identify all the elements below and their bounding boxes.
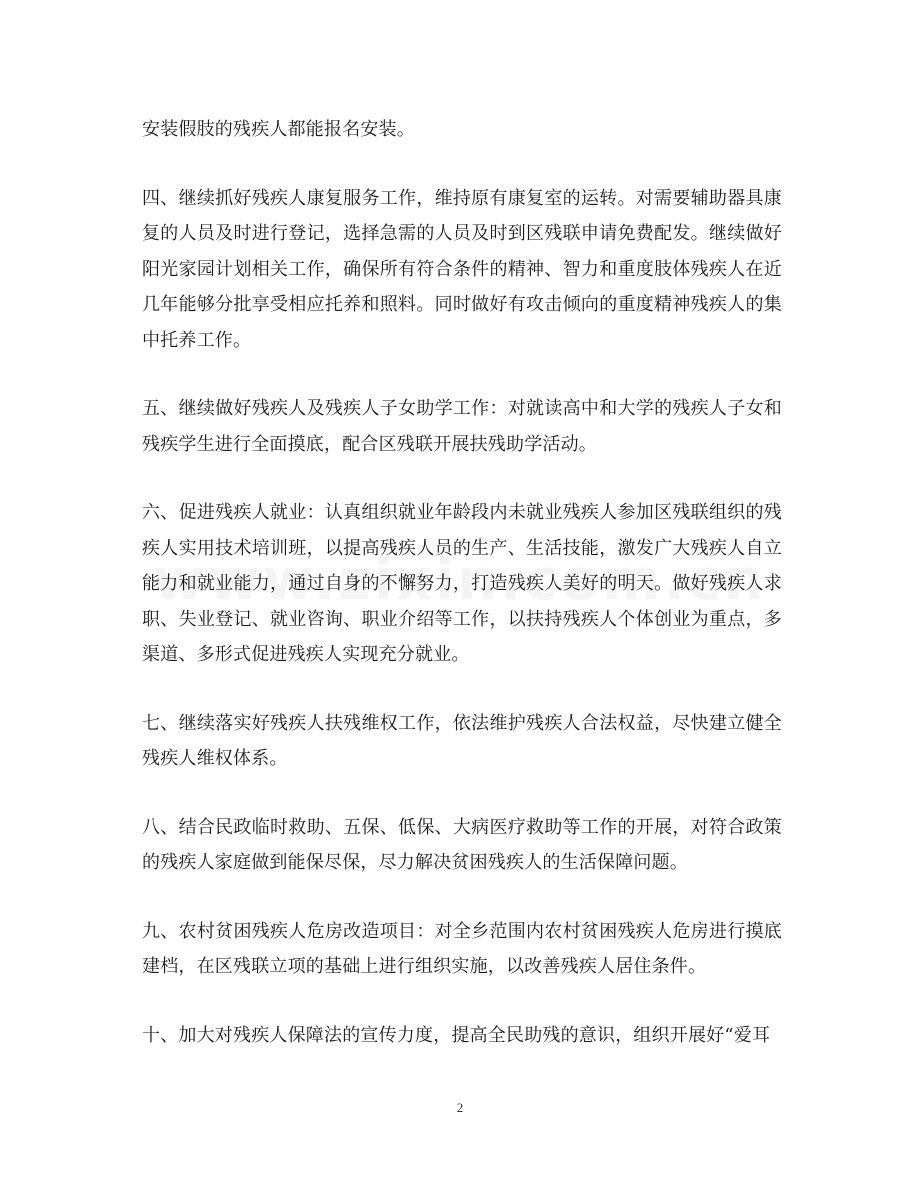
paragraph: 安装假肢的残疾人都能报名安装。 bbox=[142, 119, 415, 140]
paragraph: 八、结合民政临时救助、五保、低保、大病医疗救助等工作的开展，对符合政策的残疾人家庭做到能保尽保，尽力解决贫困残疾人的生活保障问题。 bbox=[142, 816, 782, 873]
paragraph: 四、继续抓好残疾人康复服务工作，维持原有康复室的运转。对需要辅助器具康复的人员及时进行登记，选择急需的人员及时到区残联申请免费配发。继续做好阳光家园计划相关工作，确保所有符合条件的精神、智力和重度肢体残疾人在近几年能够分批享受相应托养和照料。同时做好有攻击倾向的重度精神残疾人的集中托养工作。 bbox=[142, 187, 782, 351]
paragraph: 六、促进残疾人就业：认真组织就业年龄段内未就业残疾人参加区残联组织的残疾人实用技术培训班，以提高残疾人员的生产、生活技能，激发广大残疾人自立能力和就业能力，通过自身的不懈努力，打造残疾人美好的明天。做好残疾人求职、失业登记、就业咨询、职业介绍等工作，以扶持残疾人个体创业为重点，多渠道、多形式促进残疾人实现充分就业。 bbox=[142, 502, 782, 665]
paragraph: 七、继续落实好残疾人扶残维权工作，依法维护残疾人合法权益，尽快建立健全残疾人维权体系。 bbox=[142, 712, 782, 769]
paragraph: 十、加大对残疾人保障法的宣传力度，提高全民助残的意识，组织开展好“爱耳 bbox=[142, 1024, 771, 1046]
page-number: 2 bbox=[456, 1100, 464, 1115]
document-body bbox=[142, 112, 782, 1086]
paragraph: 五、继续做好残疾人及残疾人子女助学工作：对就读高中和大学的残疾人子女和残疾学生进行全面摸底，配合区残联开展扶残助学活动。 bbox=[142, 398, 782, 455]
paragraph: 九、农村贫困残疾人危房改造项目：对全乡范围内农村贫困残疾人危房进行摸底建档，在区残联立项的基础上进行组织实施，以改善残疾人居住条件。 bbox=[142, 920, 782, 977]
